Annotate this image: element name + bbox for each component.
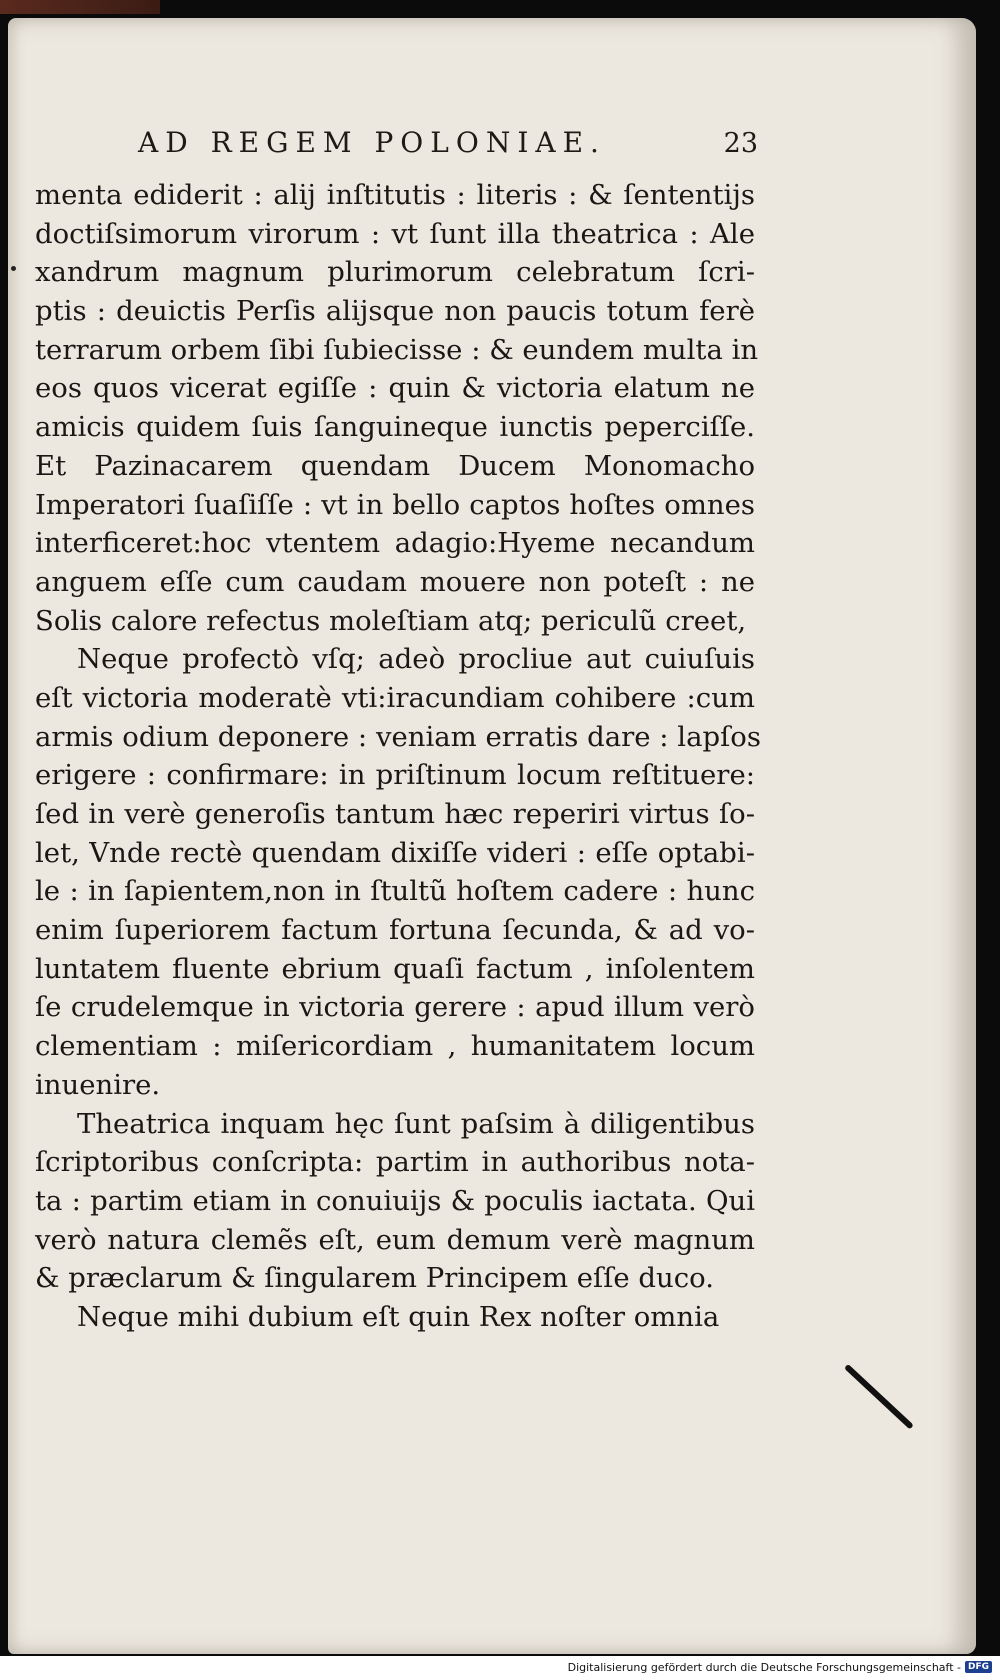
footer-credit: Digitalisierung gefördert durch die Deutsche Forschungsgemeinschaft -	[567, 1660, 961, 1674]
text-line: doctiſsimorum virorum : vt ſunt illa theatrica : Ale	[35, 217, 755, 250]
footer	[0, 1656, 1000, 1678]
running-head-title: AD REGEM POLONIAE.	[138, 126, 606, 159]
dfg-logo: DFG	[965, 1661, 992, 1673]
text-line: Neque mihi dubium eſt quin Rex noſter omnia	[77, 1300, 720, 1333]
text-line: anguem eſſe cum caudam mouere non poteſt : ne	[35, 565, 755, 598]
text-line: ta : partim etiam in conuiuijs & poculis iactata. Qui	[35, 1184, 755, 1217]
text-line: ſcriptoribus conſcripta: partim in authoribus nota-	[35, 1146, 755, 1179]
text-line: amicis quidem ſuis ſanguineque iunctis peperciſſe.	[35, 411, 755, 444]
page-number: 23	[723, 128, 758, 159]
text-line: & præclarum & ſingularem Principem eſſe duco.	[35, 1262, 714, 1295]
text-line: Et Pazinacarem quendam Ducem Monomacho	[35, 449, 755, 482]
text-line: xandrum magnum plurimorum celebratum ſcri-	[35, 256, 755, 289]
text-line: eſt victoria moderatè vti:iracundiam cohibere :cum	[35, 681, 755, 714]
text-line: erigere : confirmare: in priſtinum locum reſtituere:	[35, 759, 755, 792]
book-page	[8, 18, 976, 1654]
body-text	[35, 176, 761, 1337]
margin-mark	[11, 266, 16, 271]
text-line: Theatrica inquam hęc ſunt paſsim à diligentibus	[77, 1107, 755, 1140]
pen-stroke	[844, 1364, 914, 1430]
text-line: clementiam : miſericordiam , humanitatem locum	[35, 1030, 755, 1063]
text-line: ſed in verè generoſis tantum hæc reperiri virtus ſo-	[35, 798, 755, 830]
binding-edge	[0, 0, 160, 14]
running-head	[138, 126, 758, 166]
text-line: enim ſuperiorem factum fortuna ſecunda, & ad vo-	[35, 914, 755, 947]
text-line: luntatem fluente ebrium quaſi factum , inſolentem	[35, 952, 755, 985]
text-line: verò natura clemẽs eſt, eum demum verè magnum	[35, 1223, 755, 1256]
text-line: armis odium deponere : veniam erratis dare : lapſos	[35, 720, 761, 753]
text-line: ptis : deuictis Perſis alijsque non paucis totum ferè	[35, 295, 755, 328]
text-line: let, Vnde rectè quendam dixiſſe videri : eſſe optabi-	[35, 836, 755, 869]
text-line: ſe crudelemque in victoria gerere : apud illum verò	[35, 991, 755, 1024]
text-line: terrarum orbem ſibi ſubiecisse : & eundem multa in	[35, 333, 759, 366]
text-line: inuenire.	[35, 1068, 161, 1101]
text-line: Imperatori ſuaſiſſe : vt in bello captos hoſtes omnes	[35, 488, 755, 521]
text-line: interficeret:hoc vtentem adagio:Hyeme necandum	[35, 527, 755, 560]
text-line: Neque profectò vſq; adeò procliue aut cuiuſuis	[77, 643, 755, 676]
text-line: Solis calore refectus moleſtiam atq; periculũ creet,	[35, 604, 747, 637]
text-line: le : in ſapientem,non in ſtultũ hoſtem cadere : hunc	[35, 875, 755, 908]
text-line: eos quos vicerat egiſſe : quin & victoria elatum ne	[35, 372, 755, 405]
text-line: menta ediderit : alij inſtitutis : literis : & ſententijs	[35, 179, 755, 211]
